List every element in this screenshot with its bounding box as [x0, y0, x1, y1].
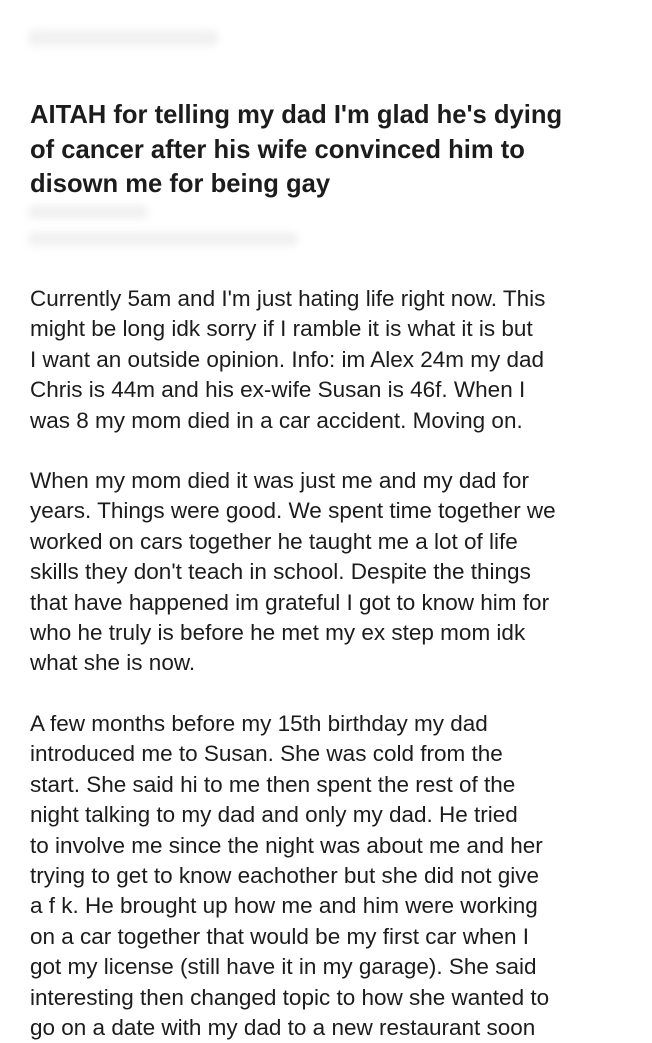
post-paragraph: A few months before my 15th birthday my dad introduced me to Susan. She was cold from the start. She said hi to me then spent the rest of the night talking to my dad and only my dad. He tried to involve me since the night was about me and her trying to get to know eachother but she did not give a f k. He brought up how me and him were working on a car together that would be my first car when I got my license (still have it in my garage). She said interesting then changed topic to how she wanted to go on a date with my dad to a new restaurant soon [30, 711, 550, 1041]
post-paragraph: Currently 5am and I'm just hating life right now. This might be long idk sorry if I ramble it is what it is but I want an outside opinion. Info: im Alex 24m my dad Chris is 44m and his ex-wife Susan is 46f. When I was 8 my mom died in a car accident. Moving on. [30, 286, 546, 433]
redacted-meta-bar [28, 205, 148, 219]
redacted-header-bar [28, 30, 218, 46]
redacted-meta-bar-2 [28, 232, 298, 246]
post-paragraph: When my mom died it was just me and my dad for years. Things were good. We spent time together we worked on cars together he taught me a lot of life skills they don't teach in school. Despite the things that have happened im grateful I got to know him for who he truly is before he met my ex step mom idk what she is now. [30, 468, 556, 676]
post-title: AITAH for telling my dad I'm glad he's dying of cancer after his wife convinced him to disown me for being gay [30, 101, 563, 198]
